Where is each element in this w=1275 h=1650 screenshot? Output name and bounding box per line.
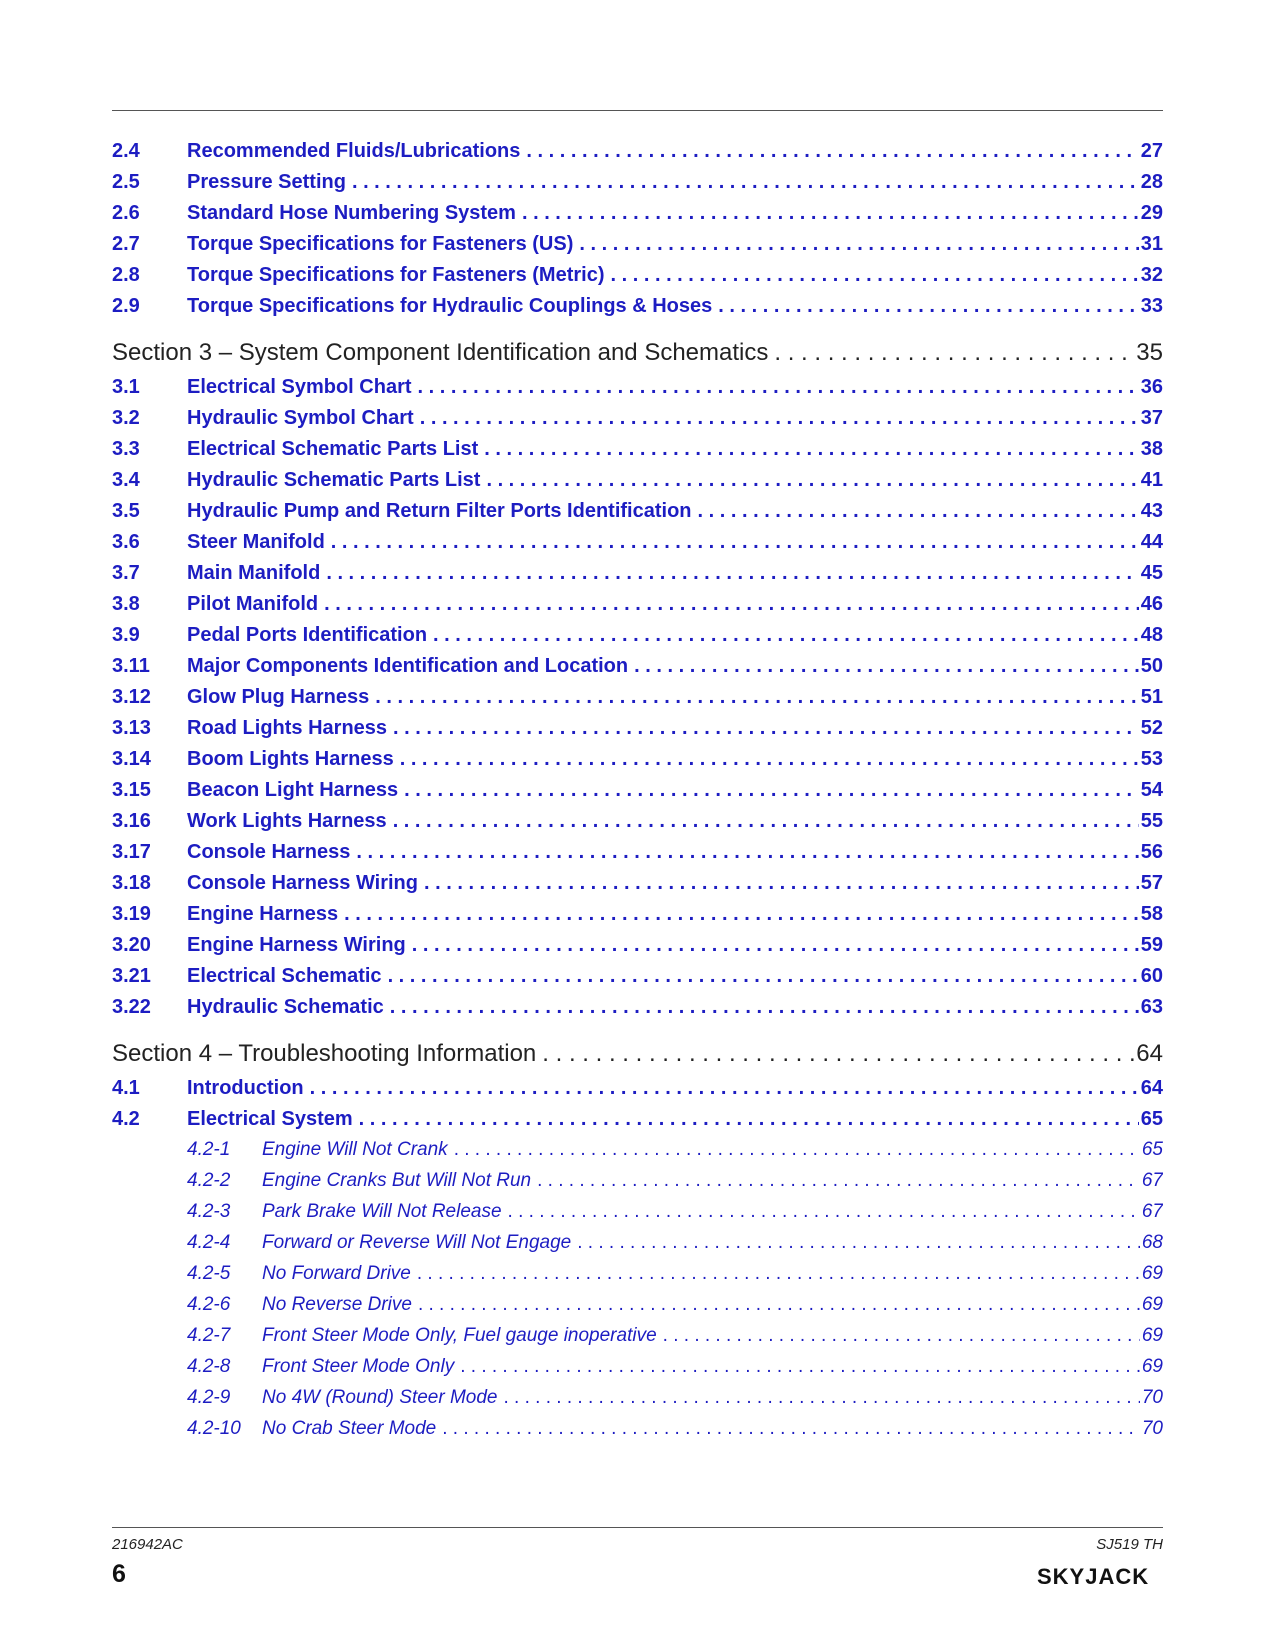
- dot-leader: [344, 903, 1139, 926]
- footer-rule: [112, 1527, 1163, 1528]
- toc-entry-number: 3.12: [112, 686, 151, 708]
- toc-page-number: 36: [1140, 376, 1163, 398]
- toc-entry-title: Boom Lights Harness: [187, 748, 394, 770]
- toc-subentry[interactable]: [112, 1201, 1163, 1232]
- toc-entry-title: Engine Harness: [187, 903, 339, 925]
- toc-entry[interactable]: [112, 717, 1163, 748]
- toc-entry-title: Recommended Fluids/Lubrications: [187, 140, 521, 162]
- toc-entry-title: Pressure Setting: [187, 171, 346, 193]
- toc-subentry-number: 4.2-4: [187, 1232, 231, 1253]
- toc-entry[interactable]: [112, 996, 1163, 1027]
- toc-entry-number: 3.13: [112, 717, 151, 739]
- dot-leader: [359, 1108, 1139, 1131]
- dot-leader: [404, 779, 1139, 802]
- toc-entry-title: No Forward Drive: [262, 1263, 411, 1284]
- logo-text: SKYJACK: [1037, 1564, 1150, 1589]
- toc-section-heading[interactable]: [112, 1040, 1163, 1074]
- toc-page-number: 35: [1136, 339, 1163, 366]
- toc-entry-number: 3.2: [112, 407, 140, 429]
- toc-subentry[interactable]: [112, 1139, 1163, 1170]
- toc-subentry-number: 4.2-8: [187, 1356, 231, 1377]
- toc-subentry-number: 4.2-6: [187, 1294, 231, 1315]
- dot-leader: [508, 1201, 1140, 1223]
- toc-entry-title: Front Steer Mode Only: [262, 1356, 455, 1377]
- toc-entry-number: 3.14: [112, 748, 151, 770]
- toc-subentry-number: 4.2-1: [187, 1139, 231, 1160]
- toc-page-number: 29: [1140, 202, 1163, 224]
- toc-subentry-number: 4.2-9: [187, 1387, 231, 1408]
- toc-subentry[interactable]: [112, 1232, 1163, 1263]
- toc-page-number: 65: [1141, 1139, 1163, 1160]
- toc-page-number: 67: [1141, 1201, 1163, 1222]
- dot-leader: [324, 593, 1139, 616]
- toc-entry-number: 3.7: [112, 562, 140, 584]
- toc-page-number: 57: [1140, 872, 1163, 894]
- toc-page-number: 43: [1140, 500, 1163, 522]
- toc-entry-title: Glow Plug Harness: [187, 686, 370, 708]
- toc-entry-title: Main Manifold: [187, 562, 321, 584]
- toc-entry[interactable]: [112, 562, 1163, 593]
- toc-subentry-number: 4.2-3: [187, 1201, 231, 1222]
- toc-page-number: 68: [1141, 1232, 1163, 1253]
- dot-leader: [356, 841, 1138, 864]
- toc-subentry[interactable]: [112, 1294, 1163, 1325]
- toc-entry[interactable]: [112, 593, 1163, 624]
- toc-page-number: 41: [1140, 469, 1163, 491]
- toc-entry[interactable]: [112, 140, 1163, 171]
- toc-subentry[interactable]: [112, 1387, 1163, 1418]
- toc-entry[interactable]: [112, 171, 1163, 202]
- toc-page-number: 70: [1141, 1418, 1163, 1439]
- dot-leader: [579, 233, 1138, 256]
- toc-entry-title: Torque Specifications for Hydraulic Couplings & Hoses: [187, 295, 713, 317]
- toc-page-number: 64: [1136, 1040, 1163, 1067]
- toc-entry[interactable]: [112, 748, 1163, 779]
- toc-entry[interactable]: [112, 233, 1163, 264]
- toc-entry-number: 3.1: [112, 376, 140, 398]
- toc-page-number: 38: [1140, 438, 1163, 460]
- dot-leader: [433, 624, 1139, 647]
- dot-leader: [390, 996, 1139, 1019]
- toc-entry-number: 4.2: [112, 1108, 140, 1130]
- toc-entry-title: Electrical Schematic Parts List: [187, 438, 479, 460]
- toc-entry[interactable]: [112, 295, 1163, 326]
- dot-leader: [388, 965, 1139, 988]
- toc-entry-title: Electrical Symbol Chart: [187, 376, 412, 398]
- dot-leader: [698, 500, 1139, 523]
- toc-entry[interactable]: [112, 686, 1163, 717]
- toc-entry-number: 3.5: [112, 500, 140, 522]
- toc-entry-title: Hydraulic Schematic Parts List: [187, 469, 481, 491]
- page-number: 6: [112, 1560, 126, 1588]
- toc-entry-title: Beacon Light Harness: [187, 779, 399, 801]
- toc-page-number: 48: [1140, 624, 1163, 646]
- dot-leader: [400, 748, 1139, 771]
- toc-entry-number: 2.5: [112, 171, 140, 193]
- toc-entry-title: Electrical System: [187, 1108, 353, 1130]
- toc-entry-title: Console Harness Wiring: [187, 872, 418, 894]
- toc-page-number: 69: [1141, 1325, 1163, 1346]
- toc-entry-title: Park Brake Will Not Release: [262, 1201, 502, 1222]
- toc-entry-number: 3.16: [112, 810, 151, 832]
- toc-entry-title: Engine Will Not Crank: [262, 1139, 448, 1160]
- toc-entry-title: Pilot Manifold: [187, 593, 319, 615]
- toc-entry[interactable]: [112, 872, 1163, 903]
- toc-entry-title: Front Steer Mode Only, Fuel gauge inoperative: [262, 1325, 657, 1346]
- toc-entry-title: Engine Cranks But Will Not Run: [262, 1170, 532, 1191]
- toc-page-number: 28: [1140, 171, 1163, 193]
- toc-page-number: 58: [1140, 903, 1163, 925]
- toc-subentry[interactable]: [112, 1418, 1163, 1449]
- toc-entry-title: Work Lights Harness: [187, 810, 387, 832]
- toc-page-number: 53: [1140, 748, 1163, 770]
- dot-leader: [526, 140, 1138, 163]
- toc-entry[interactable]: [112, 500, 1163, 531]
- toc-entry-title: Road Lights Harness: [187, 717, 388, 739]
- toc-subentry-number: 4.2-7: [187, 1325, 231, 1346]
- toc-entry[interactable]: [112, 438, 1163, 469]
- dot-leader: [522, 202, 1139, 225]
- toc-subentry[interactable]: [112, 1356, 1163, 1387]
- toc-entry[interactable]: [112, 1108, 1163, 1139]
- toc-entry[interactable]: [112, 655, 1163, 686]
- toc-entry-title: Pedal Ports Identification: [187, 624, 428, 646]
- toc-entry-number: 2.4: [112, 140, 140, 162]
- toc-page-number: 51: [1140, 686, 1163, 708]
- toc-entry-title: Hydraulic Pump and Return Filter Ports Identification: [187, 500, 692, 522]
- dot-leader: [375, 686, 1138, 709]
- dot-leader: [663, 1325, 1140, 1347]
- document-code: 216942AC: [112, 1536, 183, 1553]
- dot-leader: [326, 562, 1138, 585]
- toc-page-number: 65: [1140, 1108, 1163, 1130]
- toc-entry-number: 4.1: [112, 1077, 140, 1099]
- toc-page-number: 60: [1140, 965, 1163, 987]
- toc-entry-number: 2.9: [112, 295, 140, 317]
- toc-page-number: 54: [1140, 779, 1163, 801]
- toc-entry-number: 3.18: [112, 872, 151, 894]
- toc-subentry[interactable]: [112, 1325, 1163, 1356]
- dot-leader: [611, 264, 1139, 287]
- toc-page-number: 69: [1141, 1356, 1163, 1377]
- toc-entry-title: Console Harness: [187, 841, 351, 863]
- toc-entry[interactable]: [112, 965, 1163, 996]
- toc-page-number: 37: [1140, 407, 1163, 429]
- toc-subentry-number: 4.2-5: [187, 1263, 231, 1284]
- toc-entry[interactable]: [112, 264, 1163, 295]
- dot-leader: [393, 717, 1139, 740]
- toc-subentry-number: 4.2-10: [187, 1418, 241, 1439]
- toc-entry-title: Engine Harness Wiring: [187, 934, 406, 956]
- toc-entry-number: 3.8: [112, 593, 140, 615]
- toc-entry-number: 3.3: [112, 438, 140, 460]
- toc-entry-number: 3.19: [112, 903, 151, 925]
- toc-entry-number: 2.7: [112, 233, 140, 255]
- toc-entry-title: Electrical Schematic: [187, 965, 382, 987]
- toc-entry[interactable]: [112, 810, 1163, 841]
- toc-entry-number: 3.21: [112, 965, 151, 987]
- dot-leader: [542, 1040, 1134, 1068]
- dot-leader: [417, 1263, 1140, 1285]
- toc-page-number: 70: [1141, 1387, 1163, 1408]
- toc-subentry-number: 4.2-2: [187, 1170, 231, 1191]
- toc-page-number: 33: [1140, 295, 1163, 317]
- toc-page-number: 64: [1140, 1077, 1163, 1099]
- dot-leader: [486, 469, 1138, 492]
- dot-leader: [484, 438, 1139, 461]
- dot-leader: [310, 1077, 1139, 1100]
- toc-entry[interactable]: [112, 376, 1163, 407]
- dot-leader: [577, 1232, 1140, 1254]
- toc-page-number: 32: [1140, 264, 1163, 286]
- toc-page-number: 67: [1141, 1170, 1163, 1191]
- dot-leader: [442, 1418, 1140, 1440]
- dot-leader: [537, 1170, 1140, 1192]
- dot-leader: [424, 872, 1139, 895]
- toc-entry-title: Standard Hose Numbering System: [187, 202, 516, 224]
- toc-page-number: 50: [1140, 655, 1163, 677]
- dot-leader: [393, 810, 1139, 833]
- toc-page-number: 59: [1140, 934, 1163, 956]
- toc-page-number: 69: [1141, 1294, 1163, 1315]
- table-of-contents: [112, 140, 1163, 1449]
- toc-page-number: 27: [1140, 140, 1163, 162]
- toc-entry-title: Hydraulic Schematic: [187, 996, 384, 1018]
- toc-entry-number: 2.6: [112, 202, 140, 224]
- toc-entry-title: No Crab Steer Mode: [262, 1418, 437, 1439]
- dot-leader: [774, 339, 1134, 367]
- toc-entry[interactable]: [112, 407, 1163, 438]
- toc-entry-number: 3.4: [112, 469, 140, 491]
- toc-entry[interactable]: [112, 624, 1163, 655]
- toc-entry-number: 3.6: [112, 531, 140, 553]
- dot-leader: [352, 171, 1139, 194]
- toc-entry-number: 3.9: [112, 624, 140, 646]
- toc-entry-number: 3.11: [112, 655, 150, 677]
- toc-page-number: 44: [1140, 531, 1163, 553]
- toc-entry-title: No 4W (Round) Steer Mode: [262, 1387, 498, 1408]
- toc-page-number: 55: [1140, 810, 1163, 832]
- dot-leader: [418, 376, 1139, 399]
- toc-entry-title: Torque Specifications for Fasteners (US): [187, 233, 574, 255]
- toc-entry[interactable]: [112, 1077, 1163, 1108]
- toc-entry-title: Hydraulic Symbol Chart: [187, 407, 414, 429]
- toc-entry[interactable]: [112, 202, 1163, 233]
- skyjack-logo: [1035, 1560, 1165, 1590]
- toc-page-number: 31: [1140, 233, 1163, 255]
- dot-leader: [331, 531, 1139, 554]
- dot-leader: [412, 934, 1139, 957]
- section-title: Section 3 – System Component Identification and Schematics: [112, 339, 769, 366]
- toc-entry[interactable]: [112, 779, 1163, 810]
- dot-leader: [634, 655, 1139, 678]
- dot-leader: [420, 407, 1139, 430]
- toc-entry[interactable]: [112, 903, 1163, 934]
- toc-entry-number: 2.8: [112, 264, 140, 286]
- toc-page-number: 56: [1140, 841, 1163, 863]
- toc-entry-number: 3.20: [112, 934, 151, 956]
- toc-entry-number: 3.17: [112, 841, 151, 863]
- toc-entry-title: Major Components Identification and Location: [187, 655, 629, 677]
- dot-leader: [460, 1356, 1140, 1378]
- model-name: SJ519 TH: [1096, 1536, 1163, 1553]
- toc-page-number: 46: [1140, 593, 1163, 615]
- toc-subentry[interactable]: [112, 1263, 1163, 1294]
- toc-entry-title: Steer Manifold: [187, 531, 325, 553]
- dot-leader: [454, 1139, 1140, 1161]
- toc-entry-title: No Reverse Drive: [262, 1294, 412, 1315]
- toc-entry-title: Introduction: [187, 1077, 304, 1099]
- section-title: Section 4 – Troubleshooting Information: [112, 1040, 537, 1067]
- toc-entry-number: 3.15: [112, 779, 151, 801]
- header-rule: [112, 110, 1163, 111]
- toc-page-number: 45: [1140, 562, 1163, 584]
- dot-leader: [418, 1294, 1140, 1316]
- toc-entry[interactable]: [112, 469, 1163, 500]
- dot-leader: [718, 295, 1138, 318]
- toc-page-number: 69: [1141, 1263, 1163, 1284]
- toc-entry[interactable]: [112, 934, 1163, 965]
- toc-page-number: 63: [1140, 996, 1163, 1018]
- dot-leader: [504, 1387, 1140, 1409]
- toc-section-heading[interactable]: [112, 339, 1163, 373]
- toc-entry[interactable]: [112, 841, 1163, 872]
- toc-entry-title: Torque Specifications for Fasteners (Metric): [187, 264, 605, 286]
- toc-entry-number: 3.22: [112, 996, 151, 1018]
- toc-subentry[interactable]: [112, 1170, 1163, 1201]
- toc-page-number: 52: [1140, 717, 1163, 739]
- toc-entry-title: Forward or Reverse Will Not Engage: [262, 1232, 572, 1253]
- toc-entry[interactable]: [112, 531, 1163, 562]
